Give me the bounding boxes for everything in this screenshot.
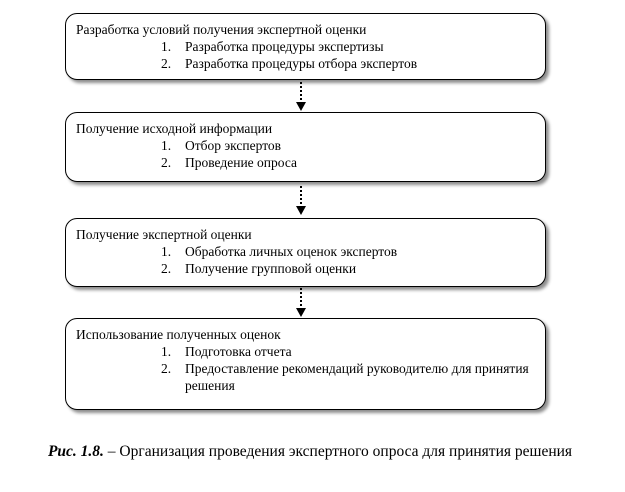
flow-step-info <box>65 112 546 182</box>
step-item: 2. Проведение опроса <box>161 155 297 170</box>
figure-caption-text: – Организация проведения экспертного опроса для принятия решения <box>103 443 573 460</box>
step-title: Получение экспертной оценки <box>76 227 252 242</box>
step-item: 1. Разработка процедуры экспертизы <box>161 39 384 54</box>
step-items <box>161 38 417 72</box>
step-items <box>161 137 297 171</box>
flow-step-usage <box>65 318 546 410</box>
flow-step-evaluation <box>65 218 546 287</box>
flow-step-development <box>65 13 546 80</box>
step-item: 2. Получение групповой оценки <box>161 261 357 276</box>
step-item: 1. Отбор экспертов <box>161 138 282 153</box>
step-item: 1. Подготовка отчета <box>161 344 292 359</box>
step-items <box>161 343 537 394</box>
down-arrow-icon <box>295 186 307 216</box>
down-arrow-icon <box>295 288 307 318</box>
step-title: Использование полученных оценок <box>76 327 281 342</box>
step-title: Разработка условий получения экспертной оценки <box>76 22 367 37</box>
step-item: 1. Обработка личных оценок экспертов <box>161 244 398 259</box>
figure-label: Рис. 1.8. <box>47 443 104 460</box>
step-item: 2. Разработка процедуры отбора экспертов <box>161 56 418 71</box>
step-title: Получение исходной информации <box>76 121 273 136</box>
step-items <box>161 243 397 277</box>
step-item: 2. Предоставление рекомендаций руководителю для принятия решения <box>161 361 529 393</box>
figure-caption <box>40 443 580 460</box>
down-arrow-icon <box>295 82 307 112</box>
